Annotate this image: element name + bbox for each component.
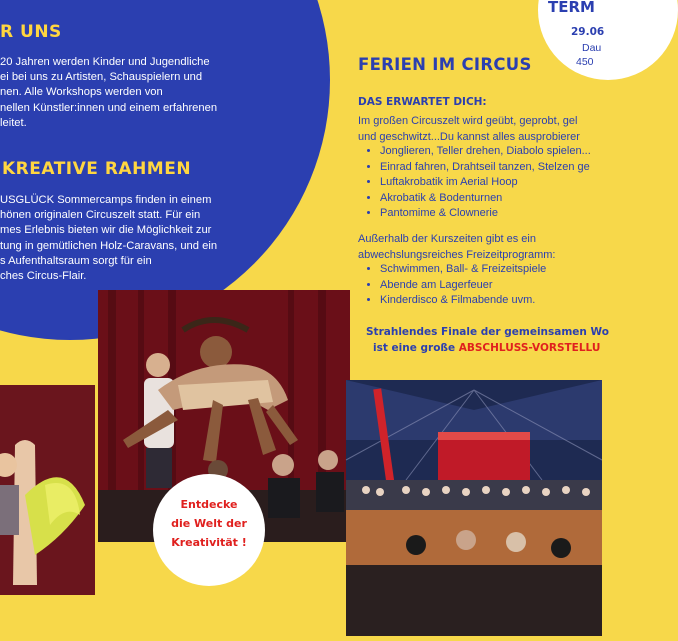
promo-line: Kreativität ! <box>171 536 247 549</box>
about-line: 20 Jahren werden Kinder und Jugendliche <box>0 56 210 68</box>
intro-line: Im großen Circuszelt wird geübt, geprobt, gel <box>358 115 578 127</box>
heading-about-us: R UNS <box>0 22 62 42</box>
finale-line-1: Strahlendes Finale der gemeinsamen Wo <box>366 326 609 338</box>
dancer-photo <box>0 385 95 595</box>
photo-dancer-circle <box>0 385 95 595</box>
leisure-list <box>358 262 546 309</box>
dates-price: 450 <box>576 56 594 68</box>
outside-text <box>358 232 555 263</box>
creative-line: tung in gemütlichen Holz-Caravans, und ein <box>0 239 218 252</box>
creative-line: USGLÜCK Sommercamps finden in einem <box>0 194 212 206</box>
intro-line: und geschwitzt...Du kannst alles ausprobierer <box>358 130 580 143</box>
creative-paragraph <box>0 193 217 284</box>
ferien-title: FERIEN IM CIRCUS <box>358 55 532 74</box>
list-item: • Kinderdisco & Filmabende uvm. <box>380 293 546 309</box>
about-paragraph <box>0 55 217 131</box>
outside-line: Außerhalb der Kurszeiten gibt es ein <box>358 233 536 245</box>
finale-prefix: ist eine große <box>373 342 456 354</box>
outside-line: abwechslungsreiches Freizeitprogramm: <box>358 248 556 261</box>
intro-text <box>358 114 580 145</box>
finale-line-2 <box>373 342 600 354</box>
about-line: leitet. <box>0 116 27 129</box>
promo-line: die Welt der <box>171 517 247 530</box>
list-item: • Pantomime & Clownerie <box>380 206 591 222</box>
dates-date: 29.06 <box>571 26 605 38</box>
dates-badge <box>538 0 678 80</box>
promo-line: Entdecke <box>180 498 238 511</box>
creative-line: hönen originalen Circuszelt statt. Für ein <box>0 209 201 222</box>
list-item: • Abende am Lagerfeuer <box>380 278 546 294</box>
photo-tent-circle <box>346 380 602 636</box>
about-line: ei bei uns zu Artisten, Schauspielern und <box>0 71 203 84</box>
list-item: • Einrad fahren, Drahtseil tanzen, Stelzen ge <box>380 160 591 176</box>
list-item: • Schwimmen, Ball- & Freizeitspiele <box>380 262 546 278</box>
finale-highlight: ABSCHLUSS-VORSTELLU <box>458 342 601 354</box>
tent-photo <box>346 380 602 636</box>
creative-line: s Aufenthaltsraum sorgt für ein <box>0 254 152 267</box>
expect-subtitle: DAS ERWARTET DICH: <box>358 96 487 108</box>
dates-title: TERM <box>548 0 595 16</box>
list-item: • Luftakrobatik im Aerial Hoop <box>380 175 591 191</box>
creative-line: mes Erlebnis bieten wir die Möglichkeit zur <box>0 224 212 237</box>
about-line: nen. Alle Workshops werden von <box>0 86 163 99</box>
heading-creative-frame: KREATIVE RAHMEN <box>2 159 192 179</box>
list-item: • Jonglieren, Teller drehen, Diabolo spielen... <box>380 144 591 160</box>
activities-list <box>358 144 591 222</box>
creative-line: ches Circus-Flair. <box>0 270 87 283</box>
list-item: • Akrobatik & Bodenturnen <box>380 191 591 207</box>
promo-badge <box>153 474 265 586</box>
dates-duration: Dau <box>582 42 602 54</box>
about-line: nellen Künstler:innen und einem erfahrenen <box>0 101 218 114</box>
